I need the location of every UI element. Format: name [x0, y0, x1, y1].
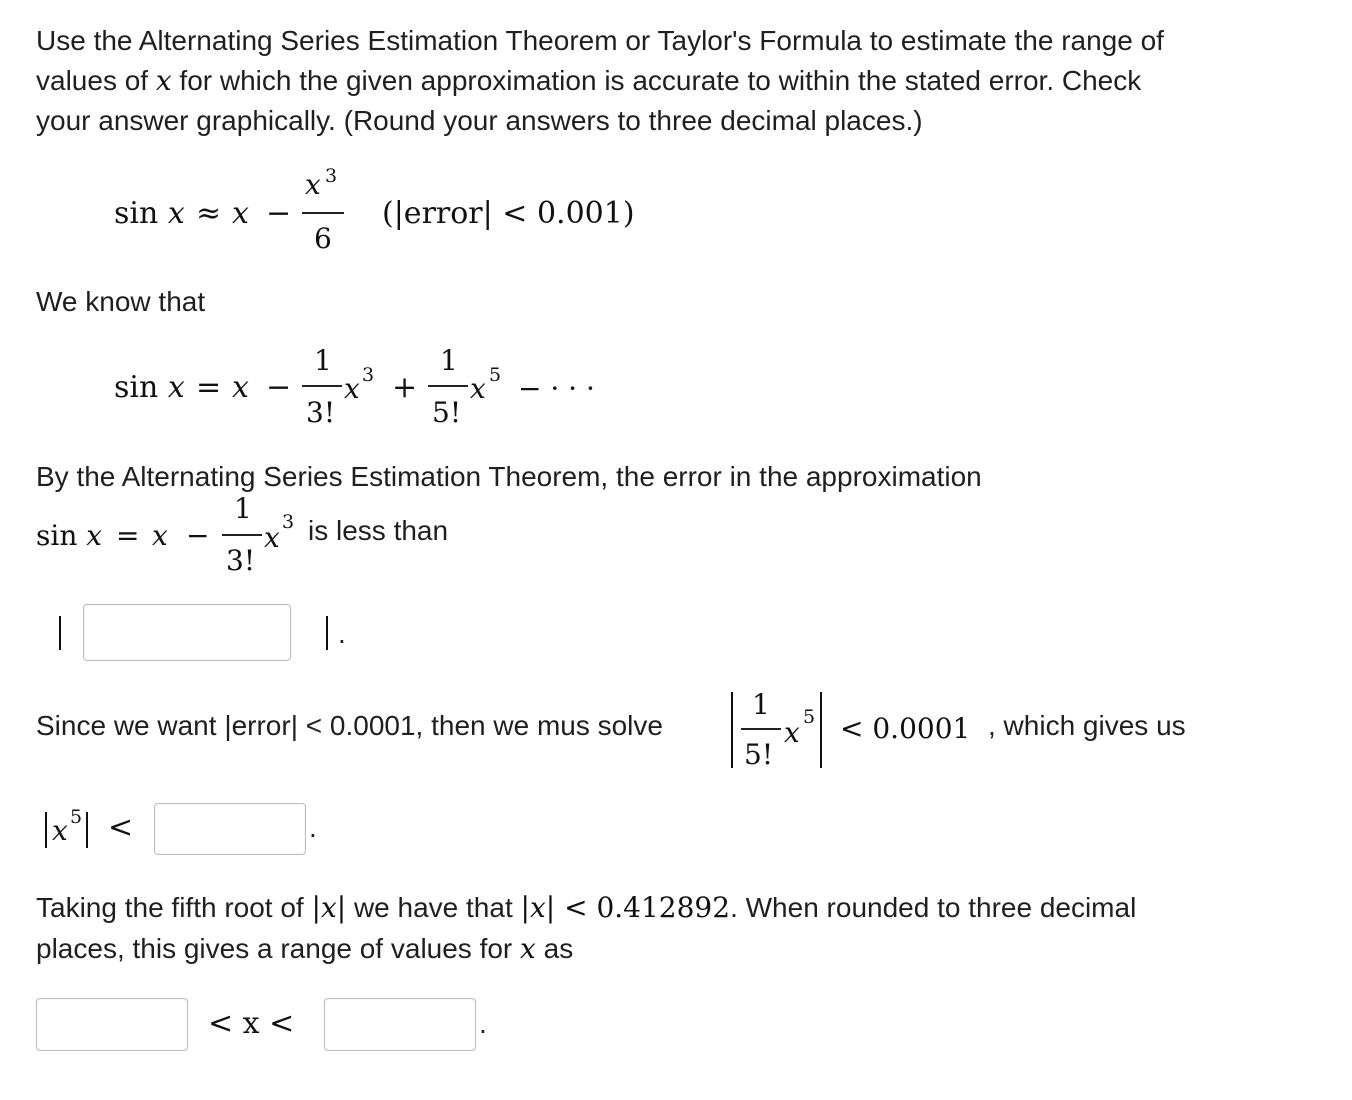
theorem-term-var: x — [264, 521, 280, 554]
since-frac-den: 5! — [744, 738, 774, 771]
series-x: x — [232, 370, 249, 405]
fifth-root-line-2 — [36, 928, 573, 969]
series-term1-var: x — [344, 372, 360, 405]
theorem-equals: = — [116, 519, 140, 552]
theorem-minus: − — [186, 519, 210, 552]
we-know-text: We know that — [36, 286, 206, 317]
fifth-root-line-1: Taking the fifth root of |x| we have that |x| < 0.412892. When rounded to three decimal — [36, 891, 1137, 924]
theorem-x: x — [152, 519, 168, 552]
theorem-line — [36, 456, 982, 497]
approx-den: 6 — [314, 222, 332, 255]
approx-sin-arg: x — [167, 196, 185, 231]
series-term2-exp: 5 — [489, 364, 502, 386]
x5-exp: 5 — [70, 806, 83, 828]
fifth-root-var: x — [520, 932, 536, 965]
error-bound-period: . — [338, 618, 346, 649]
series-tail: − · · · — [518, 372, 595, 405]
abs-bar-left — [59, 616, 61, 650]
since-frac-line — [741, 728, 781, 730]
theorem-text: By the Alternating Series Estimation Theorem, the error in the approximation — [36, 461, 982, 492]
approx-sin — [114, 196, 185, 231]
series-frac2-den: 5! — [432, 396, 462, 429]
we-know-label — [36, 281, 205, 322]
approx-condition: (|error| < 0.001) — [382, 196, 635, 231]
range-lower-box[interactable] — [36, 998, 188, 1051]
fifth-root-text-1b: we have that — [346, 892, 521, 923]
abs-bar-right — [326, 616, 328, 650]
approx-fraction-line — [302, 212, 344, 214]
since-abs-left — [731, 692, 733, 768]
x5-bound-input[interactable] — [155, 804, 305, 854]
fifth-root-text-1c: . When rounded to three decimal — [730, 892, 1137, 923]
since-var: x — [784, 716, 800, 749]
since-exp: 5 — [803, 706, 816, 728]
approx-symbol: ≈ — [196, 196, 222, 231]
intro-text-2b: for which the given approximation is accurate to within the stated error. Check — [171, 65, 1142, 96]
intro-text-1: Use the Alternating Series Estimation Theorem or Taylor's Formula to estimate the range of — [36, 25, 1164, 56]
series-minus: − — [266, 370, 292, 405]
range-upper-input[interactable] — [325, 999, 475, 1050]
intro-text-2a: values of — [36, 65, 156, 96]
series-equals: = — [196, 370, 222, 405]
series-term1-exp: 3 — [362, 364, 375, 386]
intro-line-1 — [36, 20, 1164, 61]
intro-text-3: your answer graphically. (Round your answers to three decimal places.) — [36, 105, 923, 136]
theorem-frac-num: 1 — [234, 492, 252, 525]
since-frac-num: 1 — [752, 688, 770, 721]
x5-less-than: < — [108, 810, 134, 845]
series-frac1-den: 3! — [306, 396, 336, 429]
theorem-sin-text: sin — [36, 519, 78, 552]
fifth-root-abs-x2: x — [529, 891, 546, 924]
series-sin-text: sin — [114, 370, 159, 405]
theorem-sin — [36, 519, 102, 552]
error-bound-box[interactable] — [83, 604, 291, 661]
theorem-frac-den: 3! — [226, 544, 256, 577]
approx-num-exp: 3 — [325, 165, 338, 187]
since-tail: , which gives us — [988, 710, 1186, 741]
since-abs-right — [820, 692, 822, 768]
x5-period: . — [309, 812, 317, 843]
series-plus: + — [392, 370, 418, 405]
approx-sin-text: sin — [114, 196, 159, 231]
intro-line-2 — [36, 60, 1141, 101]
range-upper-box[interactable] — [324, 998, 476, 1051]
intro-var-x: x — [155, 64, 172, 97]
fifth-root-inequality: < 0.412892 — [564, 891, 731, 924]
range-lower-input[interactable] — [37, 999, 187, 1050]
theorem-tail: is less than — [308, 515, 449, 546]
theorem-term-exp: 3 — [282, 511, 295, 533]
range-period: . — [479, 1008, 487, 1039]
approx-minus: − — [266, 196, 292, 231]
since-inequality: < 0.0001 — [840, 712, 971, 745]
since-text: Since we want |error| < 0.0001, then we mus solve — [36, 710, 663, 741]
error-bound-input[interactable] — [84, 605, 290, 660]
series-sin-arg: x — [167, 370, 185, 405]
series-frac2-num: 1 — [440, 344, 458, 377]
fifth-root-text-2b: as — [535, 933, 574, 964]
theorem-frac-line — [222, 534, 262, 536]
x5-abs-left — [45, 812, 47, 848]
series-frac2-line — [428, 385, 468, 387]
series-frac1-num: 1 — [314, 344, 332, 377]
series-term2-var: x — [470, 372, 486, 405]
x5-abs-right — [86, 812, 88, 848]
intro-line-3 — [36, 100, 923, 141]
x5-bound-box[interactable] — [154, 803, 306, 855]
fifth-root-text-2a: places, this gives a range of values for — [36, 933, 521, 964]
approx-num-var: x — [305, 168, 321, 201]
fifth-root-abs-x: x — [320, 891, 337, 924]
x5-var: x — [52, 814, 68, 847]
range-middle: < x < — [208, 1006, 295, 1041]
approx-x: x — [232, 196, 249, 231]
series-frac1-line — [302, 385, 342, 387]
fifth-root-text-1a: Taking the fifth root of — [36, 892, 312, 923]
series-sin — [114, 370, 185, 405]
theorem-sin-arg: x — [86, 519, 103, 552]
